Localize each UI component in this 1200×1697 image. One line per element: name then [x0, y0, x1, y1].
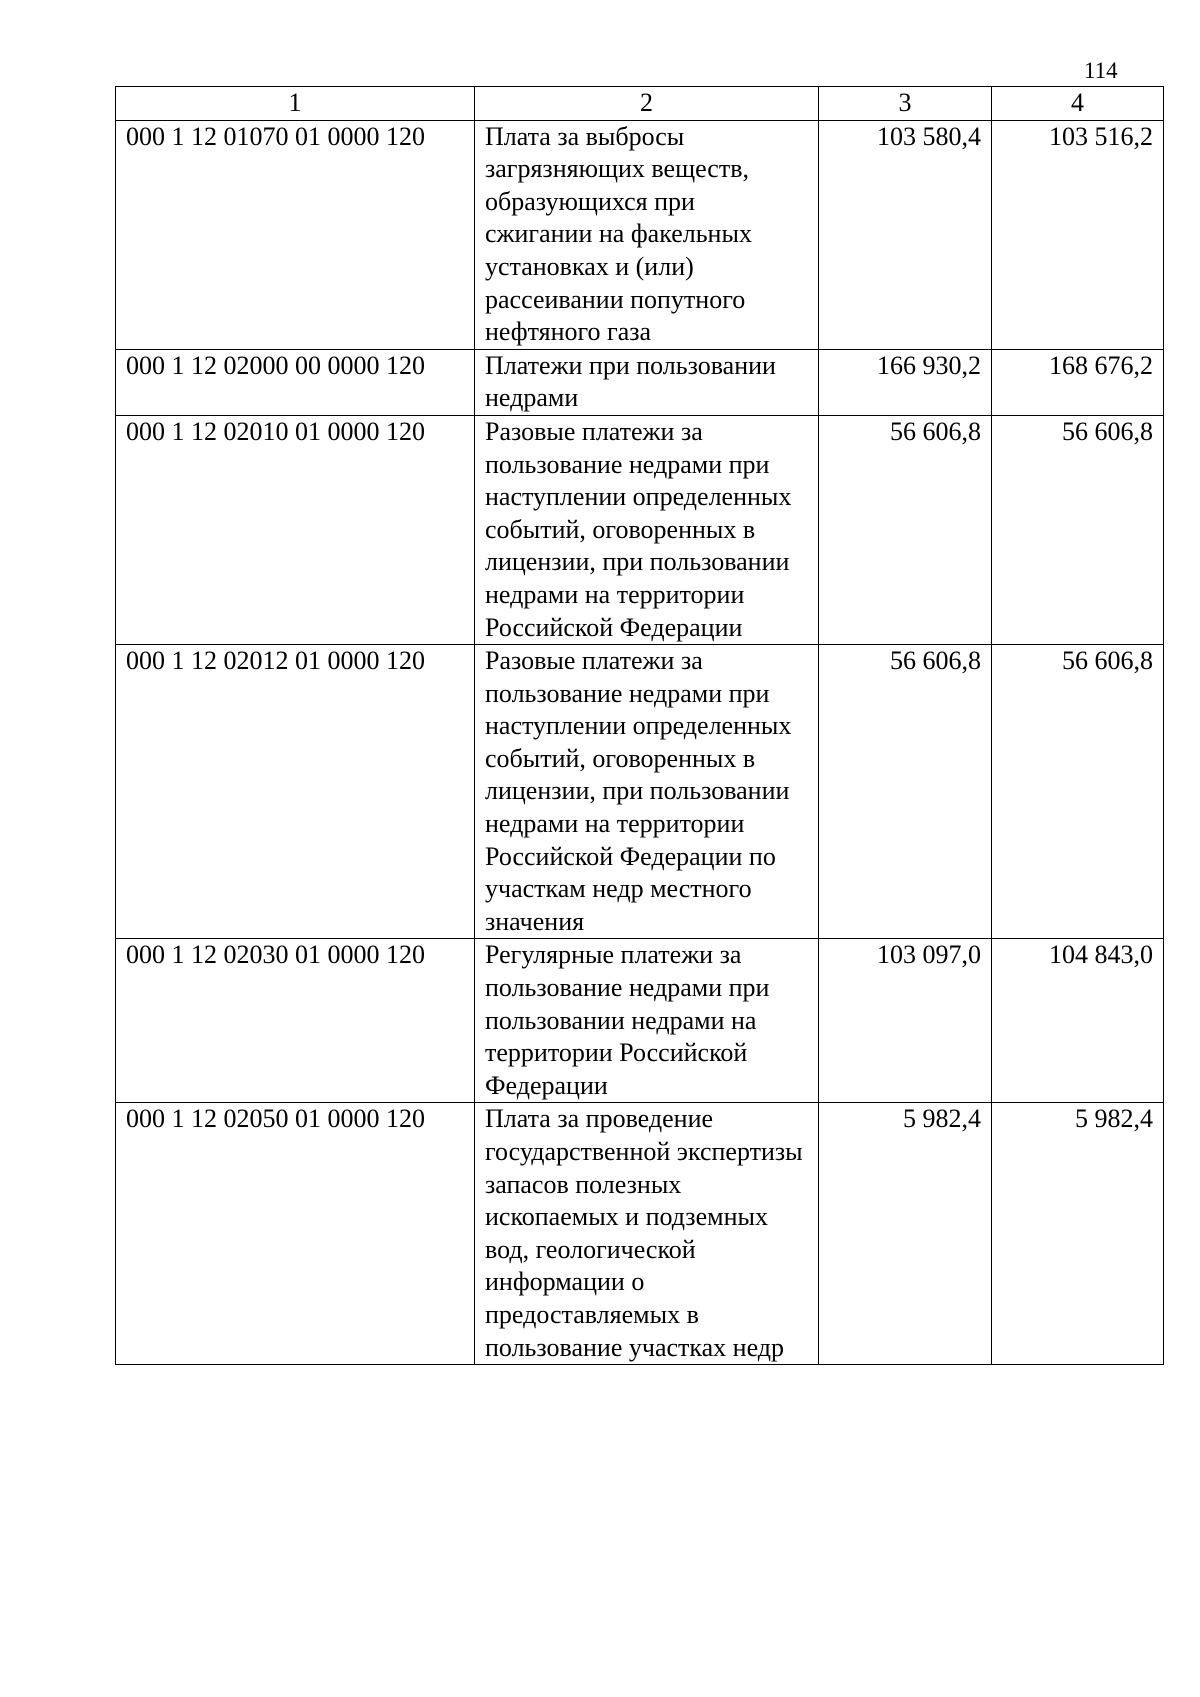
- code-cell: 000 1 12 02000 00 0000 120: [116, 349, 475, 415]
- code-cell: 000 1 12 02010 01 0000 120: [116, 415, 475, 644]
- column-header-1: 1: [116, 87, 475, 121]
- value-cell-3: 56 606,8: [819, 415, 992, 644]
- value-cell-3: 5 982,4: [819, 1103, 992, 1365]
- value-cell-3: 56 606,8: [819, 645, 992, 939]
- name-cell: Разовые платежи за пользование недрами при наступлении определенных событий, оговоренных в лицензии, при пользовании недрами на территории Российской Федерации: [475, 415, 819, 644]
- table-row: [116, 349, 1164, 415]
- value-cell-4: 56 606,8: [992, 645, 1164, 939]
- value-cell-4: 103 516,2: [992, 120, 1164, 349]
- code-cell: 000 1 12 01070 01 0000 120: [116, 120, 475, 349]
- budget-table: [115, 86, 1164, 1365]
- name-cell: Регулярные платежи за пользование недрами при пользовании недрами на территории Российской Федерации: [475, 939, 819, 1103]
- column-header-2: 2: [475, 87, 819, 121]
- column-header-4: 4: [992, 87, 1164, 121]
- table-row: [116, 939, 1164, 1103]
- value-cell-3: 166 930,2: [819, 349, 992, 415]
- table-row: [116, 415, 1164, 644]
- name-cell: Разовые платежи за пользование недрами при наступлении определенных событий, оговоренных в лицензии, при пользовании недрами на территории Российской Федерации по участкам недр местного значения: [475, 645, 819, 939]
- table-row: [116, 1103, 1164, 1365]
- name-cell: Плата за проведение государственной экспертизы запасов полезных ископаемых и подземных вод, геологической информации о предоставляемых в пользование участках недр: [475, 1103, 819, 1365]
- column-header-3: 3: [819, 87, 992, 121]
- code-cell: 000 1 12 02030 01 0000 120: [116, 939, 475, 1103]
- code-cell: 000 1 12 02050 01 0000 120: [116, 1103, 475, 1365]
- table-row: [116, 645, 1164, 939]
- value-cell-3: 103 097,0: [819, 939, 992, 1103]
- name-cell: Плата за выбросы загрязняющих веществ, образующихся при сжигании на факельных установках и (или) рассеивании попутного нефтяного газа: [475, 120, 819, 349]
- value-cell-3: 103 580,4: [819, 120, 992, 349]
- value-cell-4: 104 843,0: [992, 939, 1164, 1103]
- code-cell: 000 1 12 02012 01 0000 120: [116, 645, 475, 939]
- table-row: [116, 120, 1164, 349]
- value-cell-4: 168 676,2: [992, 349, 1164, 415]
- name-cell: Платежи при пользовании недрами: [475, 349, 819, 415]
- header-row: [116, 87, 1164, 121]
- page-number: 114: [1084, 58, 1118, 83]
- value-cell-4: 56 606,8: [992, 415, 1164, 644]
- value-cell-4: 5 982,4: [992, 1103, 1164, 1365]
